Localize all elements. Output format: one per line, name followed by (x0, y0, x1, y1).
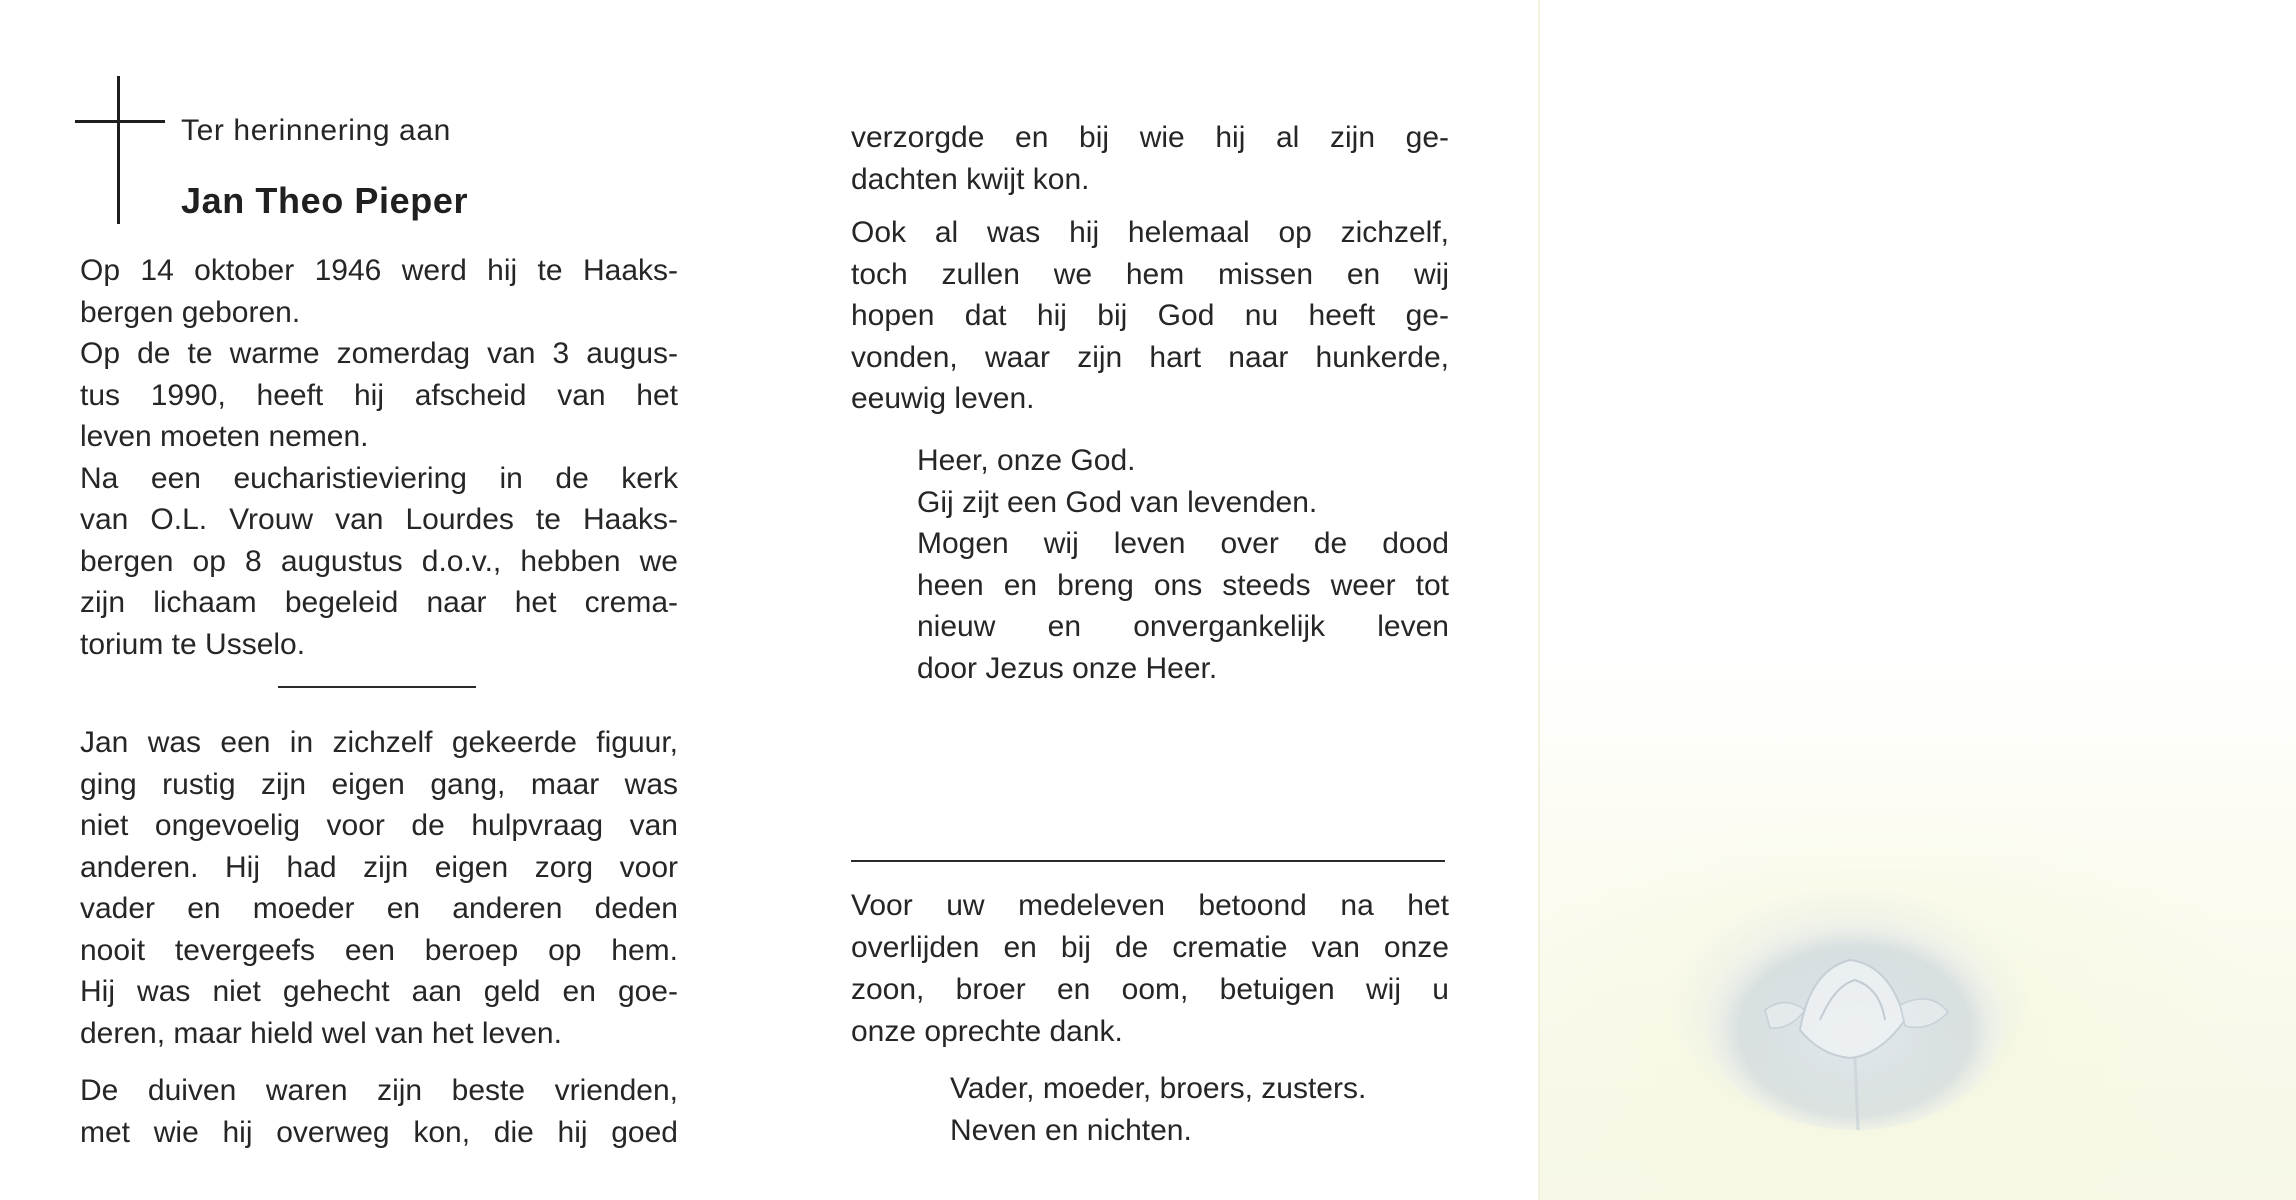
text-line: van O.L. Vrouw van Lourdes te Haaks- (80, 503, 678, 536)
thanks-paragraph (851, 885, 1449, 1053)
prayer-line: Heer, onze God. (917, 444, 1136, 477)
text-line: vonden, waar zijn hart naar hunkerde, (851, 340, 1449, 374)
text-line: dachten kwijt kon. (851, 162, 1090, 196)
memorial-card-picture-page (1538, 0, 2296, 1200)
text-line: torium te Usselo. (80, 627, 306, 661)
text-line: leven moeten nemen. (80, 420, 369, 453)
cross-icon-bar (75, 120, 165, 123)
prayer (917, 440, 1449, 689)
text-line: bergen geboren. (80, 295, 301, 329)
text-line: De duiven waren zijn beste vrienden, (80, 1074, 678, 1107)
text-line: zoon, broer en oom, betuigen wij u (851, 973, 1449, 1006)
text-line: hopen dat hij bij God nu heeft ge- (851, 299, 1449, 332)
text-line: Na een eucharistieviering in de kerk (80, 461, 678, 495)
prayer-line: Mogen wij leven over de dood (917, 527, 1449, 560)
biography-paragraph (80, 250, 678, 665)
divider (278, 686, 476, 688)
text-line: Jan was een in zichzelf gekeerde figuur, (80, 726, 678, 759)
text-line: Op de te warme zomerdag van 3 augus- (80, 337, 678, 370)
signature-line: Neven en nichten. (950, 1114, 1192, 1147)
text-line: eeuwig leven. (851, 382, 1035, 415)
deceased-name: Jan Theo Pieper (181, 180, 469, 221)
divider (851, 860, 1445, 862)
text-line: met wie hij overweg kon, die hij goed (80, 1115, 678, 1149)
prayer-line: Gij zijt een God van levenden. (917, 485, 1318, 519)
hope-paragraph (851, 212, 1449, 420)
text-line: anderen. Hij had zijn eigen zorg voor (80, 850, 678, 884)
character-paragraph (80, 722, 678, 1054)
text-line: toch zullen we hem missen en wij (851, 257, 1449, 291)
text-line: bergen op 8 augustus d.o.v., hebben we (80, 544, 678, 578)
text-line: Op 14 oktober 1946 werd hij te Haaks- (80, 254, 678, 287)
text-line: verzorgde en bij wie hij al zijn ge- (851, 121, 1449, 154)
text-line: niet ongevoelig voor de hulpvraag van (80, 809, 678, 842)
continued-paragraph (851, 117, 1449, 200)
text-line: overlijden en bij de crematie van onze (851, 931, 1449, 964)
text-line: deren, maar hield wel van het leven. (80, 1016, 562, 1050)
prayer-line: door Jezus onze Heer. (917, 651, 1218, 685)
flower-icon (1690, 880, 2020, 1140)
signature-line: Vader, moeder, broers, zusters. (950, 1072, 1367, 1105)
text-line: vader en moeder en anderen deden (80, 892, 678, 925)
prayer-line: heen en breng ons steeds weer tot (917, 568, 1449, 602)
text-line: nooit tevergeefs een beroep op hem. (80, 933, 678, 967)
text-line: Ook al was hij helemaal op zichzelf, (851, 216, 1449, 249)
signature (950, 1068, 1449, 1152)
text-line: tus 1990, heeft hij afscheid van het (80, 378, 678, 412)
text-line: ging rustig zijn eigen gang, maar was (80, 767, 678, 801)
text-line: Hij was niet gehecht aan geld en goe- (80, 975, 678, 1008)
text-line: zijn lichaam begeleid naar het crema- (80, 586, 678, 619)
intro-text: Ter herinnering aan (181, 114, 451, 147)
cross-icon (117, 76, 120, 224)
pigeons-paragraph (80, 1070, 678, 1153)
text-line: onze oprechte dank. (851, 1015, 1123, 1048)
text-line: Voor uw medeleven betoond na het (851, 889, 1449, 922)
prayer-line: nieuw en onvergankelijk leven (917, 610, 1449, 643)
